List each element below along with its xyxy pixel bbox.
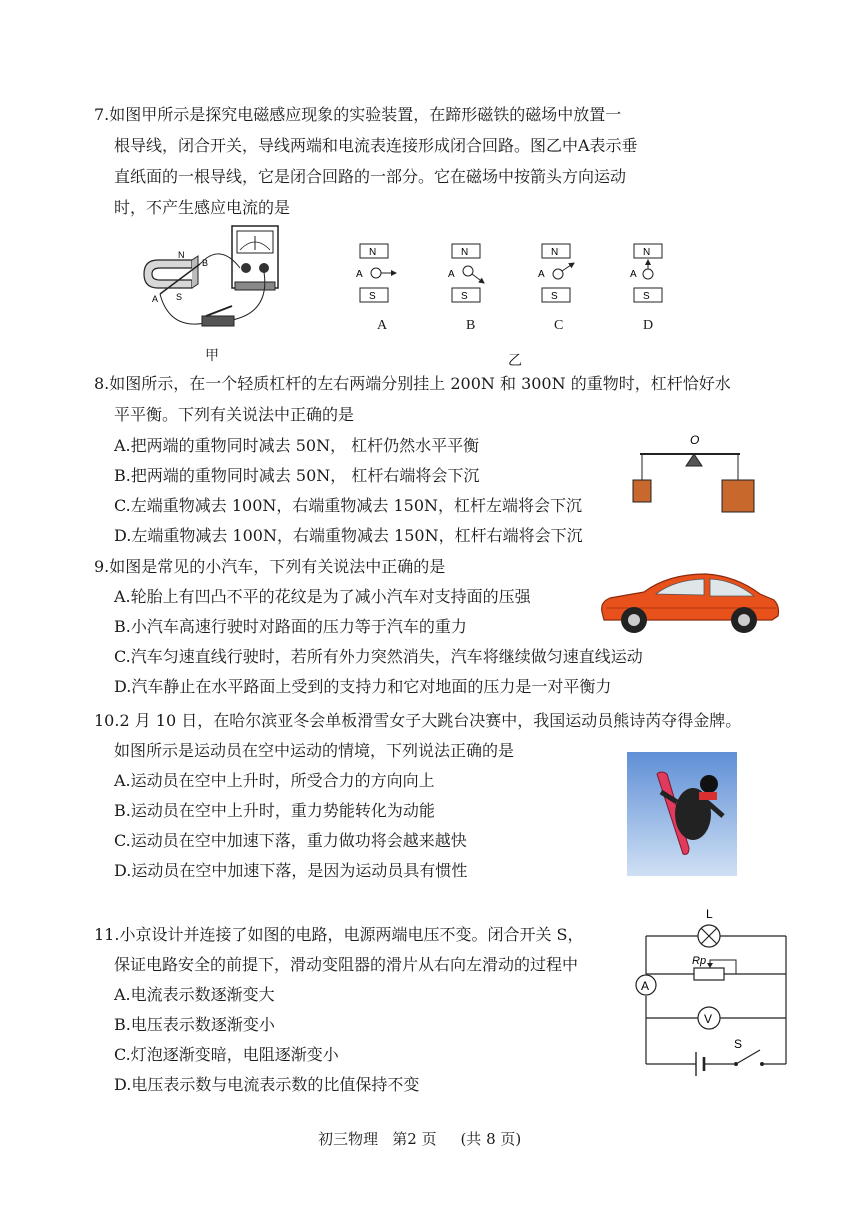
q11-option-a: A.电流表示数逐渐变大 [114, 985, 275, 1004]
q7-option-d-label: D [643, 318, 654, 333]
q8-option-d: D.左端重物减去 100N，右端重物减去 150N，杠杆右端将会下沉 [114, 526, 583, 545]
svg-text:A: A [538, 269, 545, 280]
q11-option-d: D.电压表示数与电流表示数的比值保持不变 [114, 1075, 420, 1094]
svg-text:N: N [461, 247, 469, 258]
page-footer: 初三物理 第2 页 (共 8 页) [318, 1130, 522, 1148]
lever-figure [630, 430, 760, 516]
option-c-diagram [538, 244, 574, 302]
q10-option-c: C.运动员在空中加速下落，重力做功将会越来越快 [114, 831, 467, 850]
left-weight [633, 480, 651, 502]
svg-text:S: S [369, 291, 376, 302]
athlete-helmet [700, 775, 718, 793]
wire-b-label: B [202, 258, 209, 268]
rheostat-label: Rp [692, 955, 707, 967]
q7-option-b-label: B [466, 318, 476, 333]
switch-base [202, 316, 234, 326]
pivot-label: O [690, 433, 700, 447]
snowboarder-photo [627, 752, 737, 876]
option-a-diagram [356, 244, 396, 302]
q9-option-d: D.汽车静止在水平路面上受到的支持力和它对地面的压力是一对平衡力 [114, 677, 612, 696]
q10-option-b: B.运动员在空中上升时，重力势能转化为动能 [114, 801, 435, 820]
q9-option-b: B.小汽车高速行驶时对路面的压力等于汽车的重力 [114, 617, 467, 636]
fig-yi-label: 乙 [508, 354, 522, 369]
switch-label: S [734, 1037, 743, 1051]
q10-line-1: 10.2 月 10 日，在哈尔滨亚冬会单板滑雪女子大跳台决赛中，我国运动员熊诗芮夺得金牌。 [94, 711, 742, 730]
option-b-diagram [448, 244, 484, 302]
q7-line-4: 时，不产生感应电流的是 [114, 198, 291, 217]
svg-text:S: S [643, 291, 650, 302]
q9-option-c: C.汽车匀速直线行驶时，若所有外力突然消失，汽车将继续做匀速直线运动 [114, 647, 643, 666]
svg-text:A: A [356, 269, 363, 280]
right-weight [722, 480, 754, 512]
switch-lever [736, 1050, 760, 1064]
wire-a-label: A [152, 294, 159, 304]
car-figure [596, 568, 782, 638]
q8-option-c: C.左端重物减去 100N，右端重物减去 150N，杠杆左端将会下沉 [114, 496, 583, 515]
q7-option-a-label: A [377, 318, 388, 333]
circuit-figure [630, 902, 795, 1082]
q10-line-2: 如图所示是运动员在空中运动的情境，下列说法正确的是 [114, 741, 515, 760]
q7-option-c-label: C [554, 318, 564, 333]
q9-option-a: A.轮胎上有凹凸不平的花纹是为了减小汽车对支持面的压强 [114, 587, 531, 606]
q11-option-b: B.电压表示数逐渐变小 [114, 1015, 275, 1034]
q8-line-1: 8.如图所示，在一个轻质杠杆的左右两端分别挂上 200N 和 300N 的重物时，杠杆恰好水 [94, 374, 731, 393]
q8-line-2: 平平衡。下列有关说法中正确的是 [114, 405, 355, 424]
svg-text:N: N [551, 247, 559, 258]
voltmeter-label: V [704, 1012, 713, 1026]
svg-text:N: N [643, 247, 651, 258]
magnet-s-label: S [176, 292, 183, 302]
q8-option-a: A.把两端的重物同时减去 50N， 杠杆仍然水平平衡 [114, 436, 480, 455]
q8-option-b: B.把两端的重物同时减去 50N， 杠杆右端将会下沉 [114, 466, 480, 485]
fulcrum [686, 454, 702, 466]
q10-option-d: D.运动员在空中加速下落，是因为运动员具有惯性 [114, 861, 468, 880]
q11-line-1: 11.小京设计并连接了如图的电路，电源两端电压不变。闭合开关 S， [94, 925, 584, 944]
q11-option-c: C.灯泡逐渐变暗，电阻逐渐变小 [114, 1045, 339, 1064]
magnet-n-label: N [178, 250, 185, 260]
option-d-diagram [630, 244, 662, 302]
svg-text:S: S [461, 291, 468, 302]
q7-line-1: 7.如图甲所示是探究电磁感应现象的实验装置，在蹄形磁铁的磁场中放置一 [94, 105, 622, 124]
lamp-label: L [706, 907, 713, 921]
svg-text:N: N [369, 247, 377, 258]
q7-line-3: 直纸面的一根导线，它是闭合回路的一部分。它在磁场中按箭头方向运动 [114, 167, 627, 186]
rheostat [694, 968, 724, 980]
svg-text:A: A [448, 269, 455, 280]
q9-line-1: 9.如图是常见的小汽车，下列有关说法中正确的是 [94, 557, 446, 576]
fig-jia-label: 甲 [205, 349, 219, 364]
q7-line-2: 根导线，闭合开关，导线两端和电流表连接形成闭合回路。图乙中A表示垂 [114, 136, 638, 155]
induction-apparatus-figure [140, 222, 290, 342]
horseshoe-magnet [144, 260, 192, 288]
svg-text:S: S [551, 291, 558, 302]
q10-option-a: A.运动员在空中上升时，所受合力的方向向上 [114, 771, 435, 790]
svg-text:A: A [630, 269, 637, 280]
q11-line-2: 保证电路安全的前提下，滑动变阻器的滑片从右向左滑动的过程中 [114, 955, 579, 974]
induction-options-figure [350, 240, 680, 310]
ammeter-label: A [641, 979, 650, 993]
